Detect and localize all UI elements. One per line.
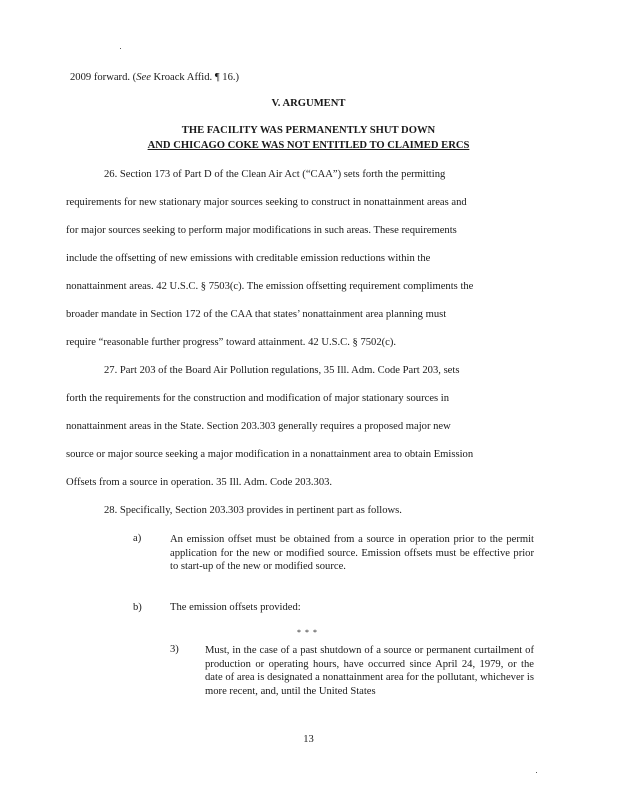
argument-heading-line1: THE FACILITY WAS PERMANENTLY SHUT DOWN xyxy=(181,125,436,136)
scan-speck xyxy=(120,48,121,49)
paragraph-27-line: 27. Part 203 of the Board Air Pollution regulations, 35 Ill. Adm. Code Part 203, sets xyxy=(104,365,460,376)
quote-item-3-text: Must, in the case of a past shutdown of a source or permanent curtailment of production or operating hours, have occurred since April 24, 1979, or the date of area is designated a nonattainment area for the pollutant, whichever is more recent, and, until the United States xyxy=(205,645,534,697)
paragraph-26-line: 26. Section 173 of Part D of the Clean Air Act (“CAA”) sets forth the permitting xyxy=(104,169,446,180)
continuation-line: 2009 forward. (See Kroack Affid. ¶ 16.) xyxy=(70,72,240,83)
paragraph-27-line: forth the requirements for the construction and modification of major stationary sources in xyxy=(66,393,450,404)
quote-item-a-label: a) xyxy=(133,533,142,544)
argument-heading-line2: AND CHICAGO COKE WAS NOT ENTITLED TO CLAIMED ERCS xyxy=(147,140,470,151)
paragraph-28-line: 28. Specifically, Section 203.303 provides in pertinent part as follows. xyxy=(104,505,402,516)
paragraph-26-line: requirements for new stationary major sources seeking to construct in nonattainment areas and xyxy=(66,197,467,208)
page-number: 13 xyxy=(303,734,314,745)
paragraph-27-line: nonattainment areas in the State. Section 203.303 generally requires a proposed major new xyxy=(66,421,451,432)
paragraph-27-line: Offsets from a source in operation. 35 Ill. Adm. Code 203.303. xyxy=(66,477,333,488)
quote-item-b-text: The emission offsets provided: xyxy=(170,602,301,613)
quote-item-b-label: b) xyxy=(133,602,142,613)
quote-item-a-text: An emission offset must be obtained from a source in operation prior to the permit application for the new or modified source. Emission offsets must be effective prior to start-up of the new or modified source. xyxy=(170,534,534,572)
section-heading: V. ARGUMENT xyxy=(271,98,346,109)
quote-item-3-label: 3) xyxy=(170,644,179,655)
paragraph-27-line: source or major source seeking a major modification in a nonattainment area to obtain Emission xyxy=(66,449,474,460)
paragraph-26-line: nonattainment areas. 42 U.S.C. § 7503(c). The emission offsetting requirement compliments the xyxy=(66,281,474,292)
paragraph-26-line: broader mandate in Section 172 of the CAA that states’ nonattainment area planning must xyxy=(66,309,447,320)
paragraph-26-line: include the offsetting of new emissions with creditable emission reductions within the xyxy=(66,253,431,264)
scan-speck xyxy=(536,772,537,773)
paragraph-26-line: require “reasonable further progress” toward attainment. 42 U.S.C. § 7502(c). xyxy=(66,337,397,348)
paragraph-26-line: for major sources seeking to perform major modifications in such areas. These requirements xyxy=(66,225,457,236)
ellipsis-marker: * * * xyxy=(297,628,318,637)
